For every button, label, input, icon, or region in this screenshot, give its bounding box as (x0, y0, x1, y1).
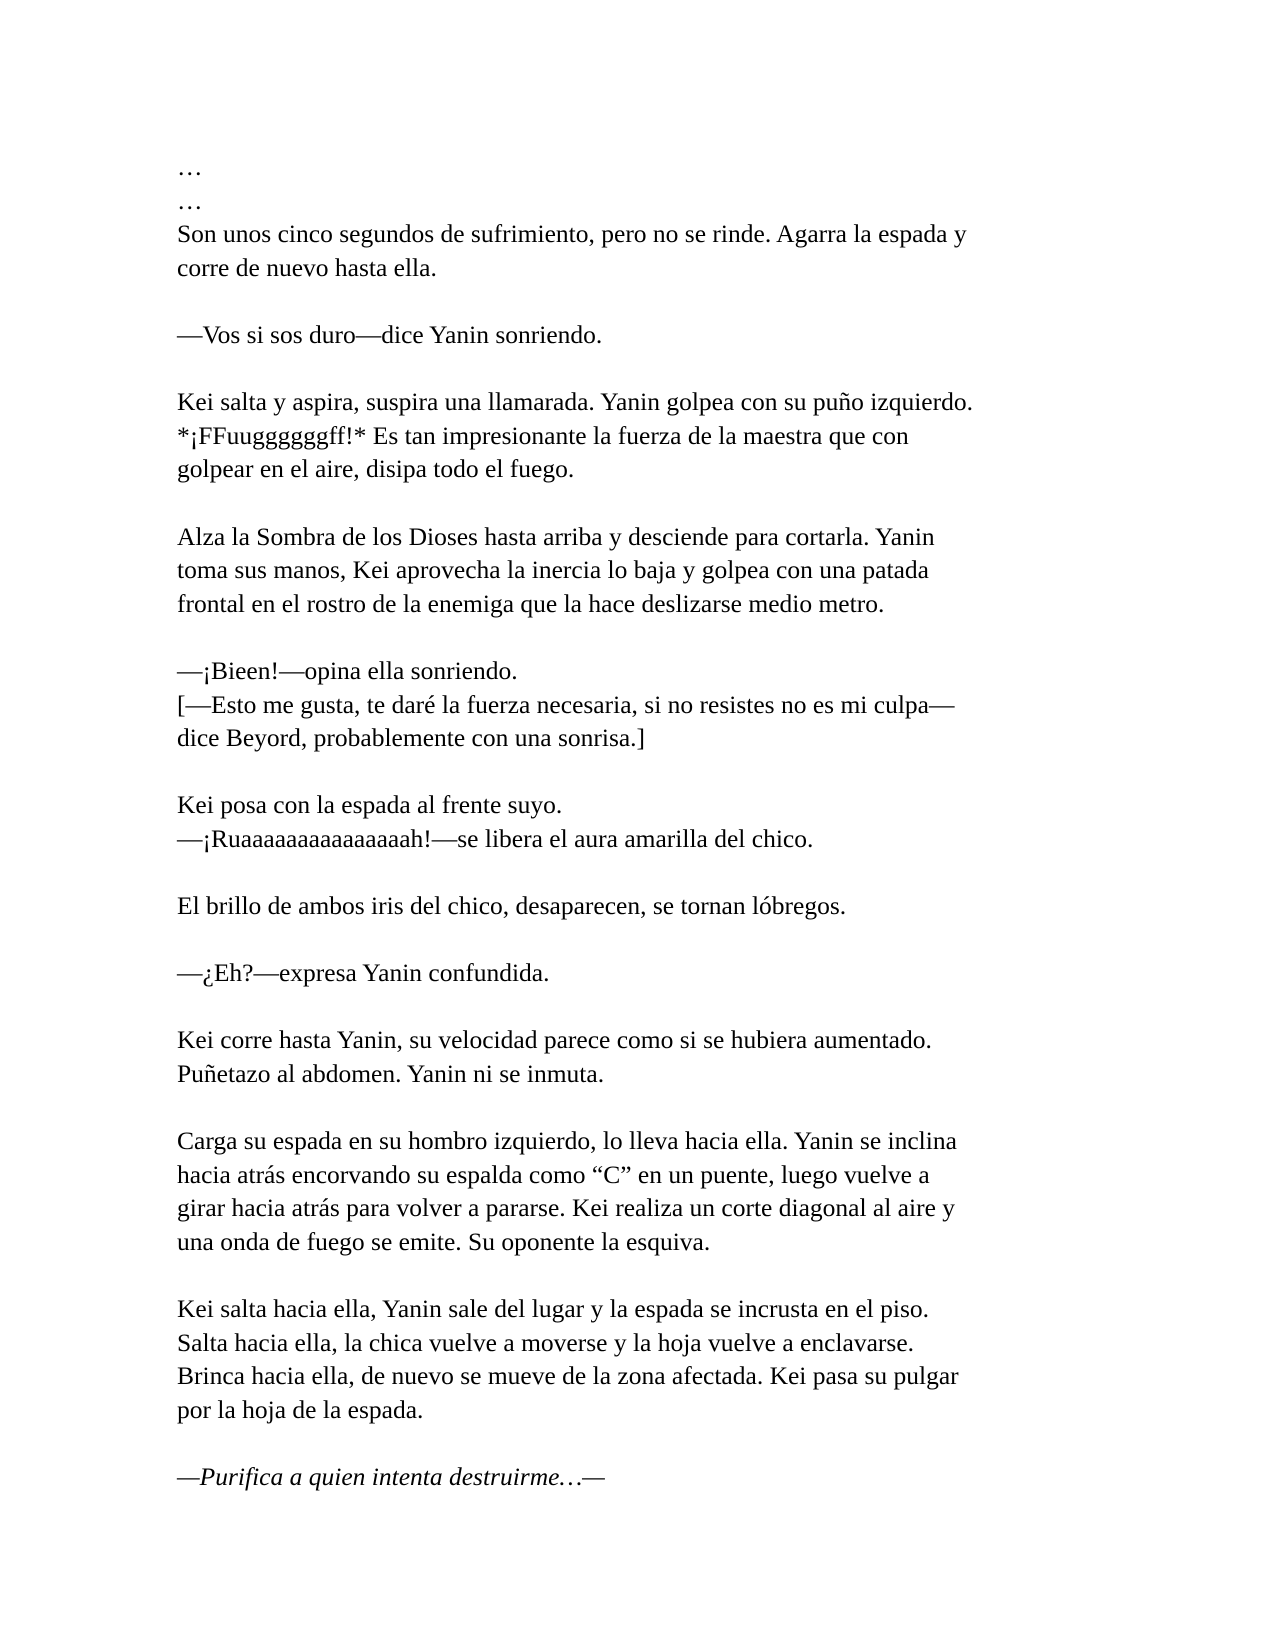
paragraph (177, 520, 1097, 621)
text-line: Salta hacia ella, la chica vuelve a moverse y la hoja vuelve a enclavarse. (177, 1327, 915, 1357)
paragraph (177, 889, 1097, 923)
text-line: frontal en el rostro de la enemiga que la hace deslizarse medio metro. (177, 588, 885, 618)
paragraph (177, 385, 1097, 486)
paragraph (177, 822, 1097, 856)
document-body (177, 150, 1097, 1494)
paragraph-spacer (177, 620, 1097, 654)
text-line: Kei posa con la espada al frente suyo. (177, 790, 563, 820)
paragraph (177, 217, 1097, 284)
text-line: Kei salta y aspira, suspira una llamarada. Yanin golpea con su puño izquierdo. (177, 387, 973, 417)
text-line: Carga su espada en su hombro izquierdo, lo lleva hacia ella. Yanin se inclina (177, 1126, 957, 1156)
text-line: —¿Eh?—expresa Yanin confundida. (177, 958, 550, 988)
text-line: Kei salta hacia ella, Yanin sale del lugar y la espada se incrusta en el piso. (177, 1294, 930, 1324)
text-line: [—Esto me gusta, te daré la fuerza necesaria, si no resistes no es mi culpa— (177, 689, 955, 719)
text-line: toma sus manos, Kei aprovecha la inercia lo baja y golpea con una patada (177, 555, 929, 585)
text-line: corre de nuevo hasta ella. (177, 252, 437, 282)
text-line: por la hoja de la espada. (177, 1394, 424, 1424)
paragraph (177, 1292, 1097, 1426)
paragraph (177, 150, 1097, 184)
text-line: —¡Ruaaaaaaaaaaaaaaah!—se libera el aura amarilla del chico. (177, 823, 814, 853)
text-line: dice Beyord, probablemente con una sonrisa.] (177, 723, 646, 753)
paragraph (177, 184, 1097, 218)
paragraph-spacer (177, 352, 1097, 386)
paragraph (177, 318, 1097, 352)
paragraph (177, 654, 1097, 688)
text-line: Son unos cinco segundos de sufrimiento, pero no se rinde. Agarra la espada y (177, 219, 967, 249)
paragraph (177, 788, 1097, 822)
paragraph-spacer (177, 755, 1097, 789)
paragraph (177, 1460, 1097, 1494)
paragraph (177, 1124, 1097, 1258)
paragraph-spacer (177, 990, 1097, 1024)
text-line: Alza la Sombra de los Dioses hasta arriba y desciende para cortarla. Yanin (177, 521, 935, 551)
text-line: una onda de fuego se emite. Su oponente la esquiva. (177, 1227, 711, 1256)
paragraph-spacer (177, 1427, 1097, 1461)
text-line: golpear en el aire, disipa todo el fuego. (177, 454, 575, 484)
text-line: *¡FFuuggggggff!* Es tan impresionante la fuerza de la maestra que con (177, 420, 909, 450)
text-line: … (177, 152, 203, 181)
text-line: girar hacia atrás para volver a pararse. Kei realiza un corte diagonal al aire y (177, 1193, 956, 1223)
paragraph-spacer (177, 1091, 1097, 1125)
text-line: El brillo de ambos iris del chico, desaparecen, se tornan lóbregos. (177, 891, 847, 921)
text-line: Brinca hacia ella, de nuevo se mueve de la zona afectada. Kei pasa su pulgar (177, 1361, 959, 1391)
text-line: hacia atrás encorvando su espalda como “C” en un puente, luego vuelve a (177, 1159, 930, 1189)
paragraph (177, 1023, 1097, 1090)
paragraph (177, 688, 1097, 755)
text-line: … (177, 185, 203, 215)
text-line: Puñetazo al abdomen. Yanin ni se inmuta. (177, 1059, 605, 1089)
text-line: —Purifica a quien intenta destruirme…— (177, 1462, 605, 1492)
text-line: —Vos si sos duro—dice Yanin sonriendo. (177, 319, 603, 349)
paragraph-spacer (177, 1259, 1097, 1293)
paragraph-spacer (177, 923, 1097, 957)
paragraph-spacer (177, 855, 1097, 889)
paragraph-spacer (177, 284, 1097, 318)
paragraph-spacer (177, 486, 1097, 520)
text-line: —¡Bieen!—opina ella sonriendo. (177, 655, 518, 685)
paragraph (177, 956, 1097, 990)
text-line: Kei corre hasta Yanin, su velocidad parece como si se hubiera aumentado. (177, 1025, 932, 1055)
